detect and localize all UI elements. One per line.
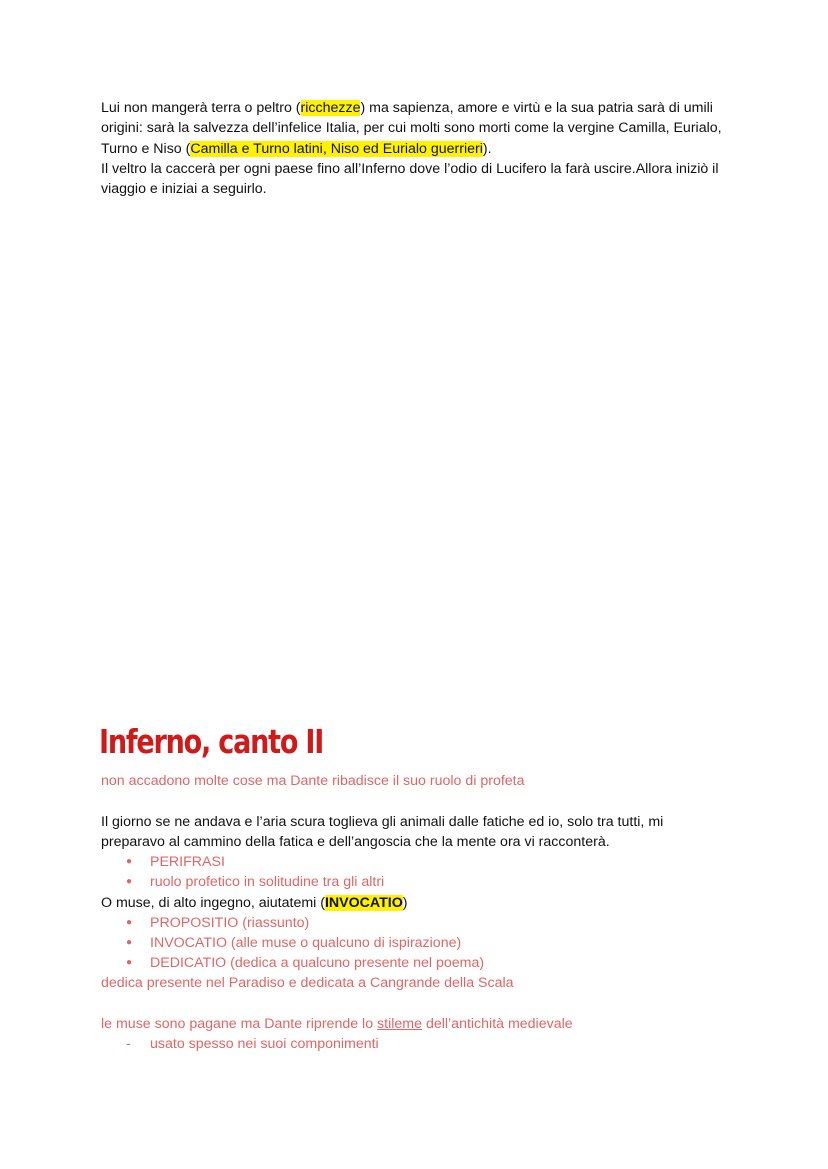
list-item	[126, 933, 461, 953]
dash-list-item	[126, 1034, 379, 1054]
section-title: Inferno, canto II	[99, 722, 324, 761]
list-item-text: usato spesso nei suoi componimenti	[150, 1036, 379, 1052]
highlight-characters: Camilla e Turno latini, Niso ed Eurialo guerrieri	[190, 140, 483, 157]
list-item-text: PERIFRASI	[150, 854, 225, 870]
text-run: ).	[482, 140, 492, 157]
underlined-word: stileme	[377, 1016, 422, 1032]
text-run: Lui non mangerà terra o peltro (	[101, 100, 301, 116]
subtitle-note: non accadono molte cose ma Dante ribadisce il suo ruolo di profeta	[101, 773, 525, 789]
list-item-text: DEDICATIO (dedica a qualcuno presente nel poema)	[150, 955, 485, 971]
dedica-note: dedica presente nel Paradiso e dedicata a Cangrande della Scala	[101, 975, 514, 991]
paragraph-canto-line-1: Il giorno se ne andava e l’aria scura toglieva gli animali dalle fatiche ed io, solo tra tutti, mi	[101, 814, 664, 830]
bullet-icon: ●	[126, 917, 133, 928]
text-run: le muse sono pagane ma Dante riprende lo	[101, 1016, 378, 1032]
highlight-invocatio: INVOCATIO	[324, 895, 403, 911]
invocation-line	[101, 893, 407, 913]
list-item-text: INVOCATIO (alle muse o qualcuno di ispirazione)	[150, 935, 462, 951]
text-run: dell’antichità medievale	[422, 1016, 573, 1032]
list-item	[126, 913, 309, 933]
list-item-text: PROPOSITIO (riassunto)	[150, 915, 310, 931]
list-item	[126, 852, 225, 872]
paragraph-canto-line-2: preparavo al cammino della fatica e dell’angoscia che la mente ora vi racconterà.	[101, 834, 610, 850]
text-run: )	[402, 895, 408, 911]
muse-note	[101, 1014, 573, 1034]
bullet-icon: ●	[126, 937, 133, 948]
text-run: ) ma sapienza, amore e virtù e la sua patria sarà di umili origini: sarà la salvezza dell’infelice Italia, per cui molti sono morti come la vergine Camilla, Eurialo, Turno e Niso (	[101, 100, 722, 157]
list-item-text: ruolo profetico in solitudine tra gli altri	[150, 874, 385, 890]
dash-icon: -	[126, 1036, 131, 1052]
bullet-icon: ●	[126, 957, 133, 968]
bullet-icon: ●	[126, 856, 133, 867]
bullet-icon: ●	[126, 876, 133, 887]
list-item	[126, 953, 484, 973]
paragraph-veltro-inferno: Il veltro la caccerà per ogni paese fino all’Inferno dove l’odio di Lucifero la farà uscire.Allora iniziò il viaggio e iniziai a seguirlo.	[101, 161, 719, 198]
list-item	[126, 872, 384, 892]
paragraph-veltro-description	[101, 98, 741, 159]
text-run: O muse, di alto ingegno, aiutatemi (	[101, 895, 325, 911]
highlight-ricchezze: ricchezze	[300, 100, 361, 116]
